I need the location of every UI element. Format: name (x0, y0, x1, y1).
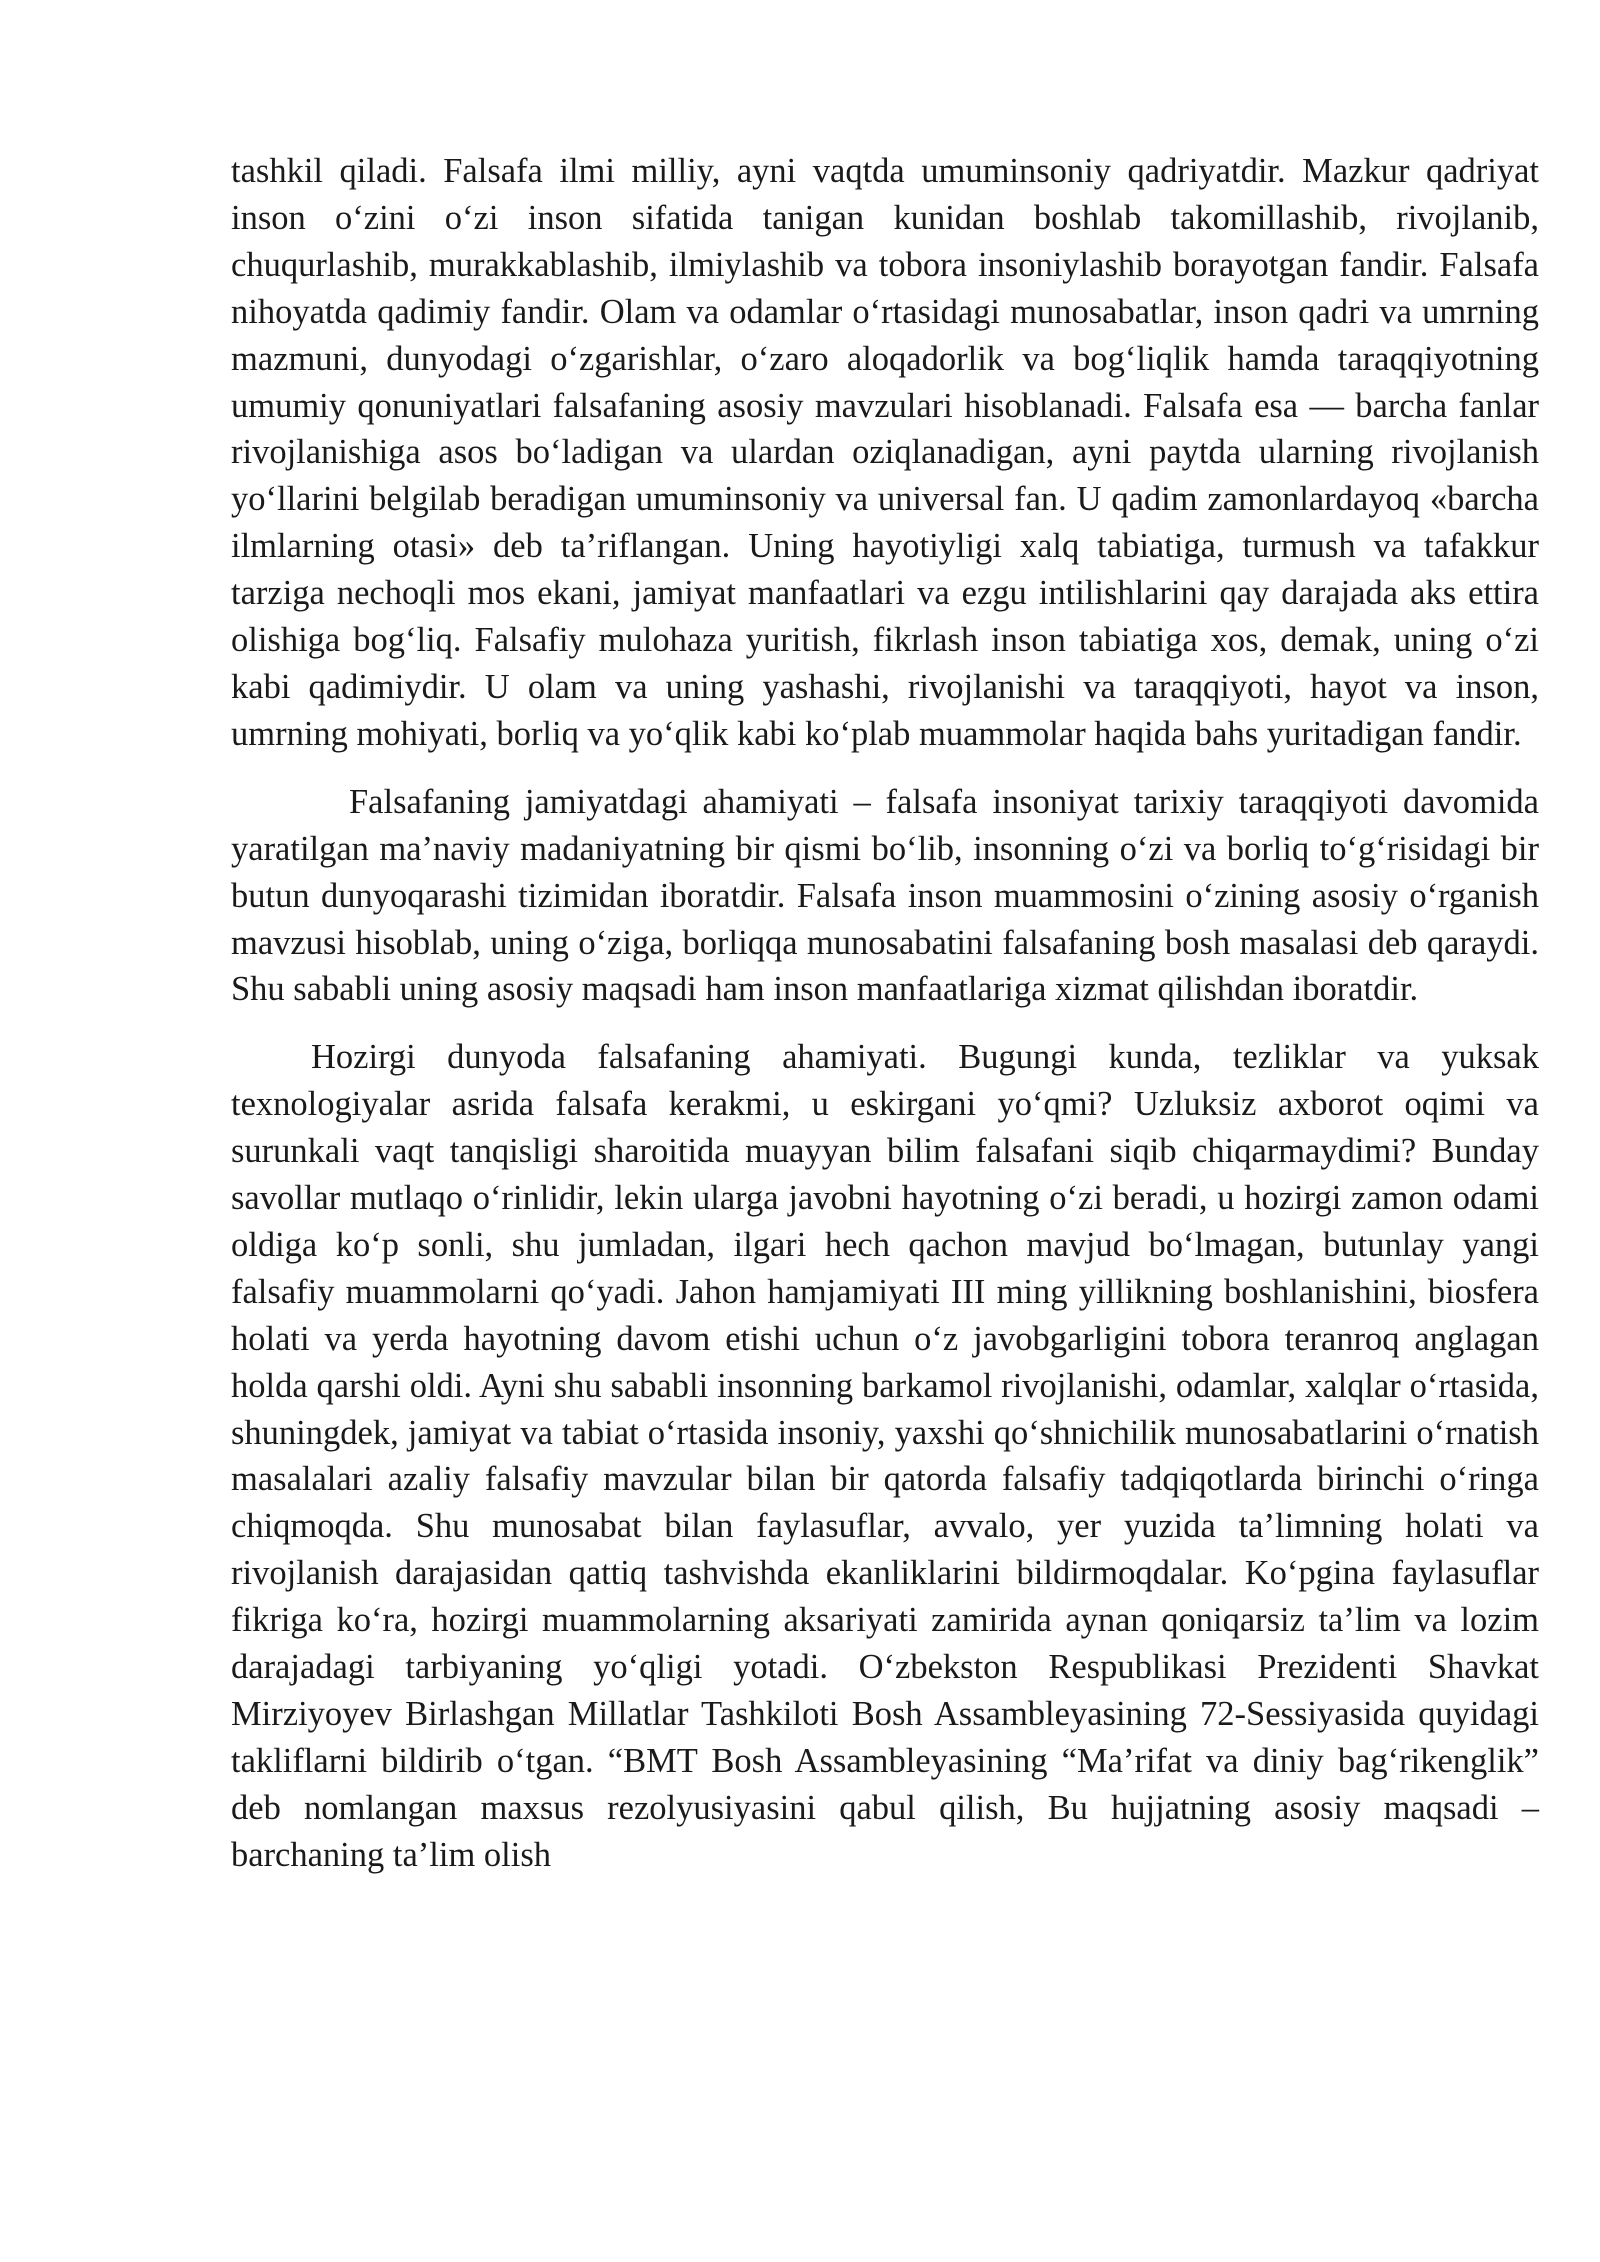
paragraph-3: Hozirgi dunyoda falsafaning ahamiyati. Bugungi kunda, tezliklar va yuksak texnologiyalar asrida falsafa kerakmi, u eskirgani yo‘qmi? Uzluksiz axborot oqimi va surunkali vaqt tanqisligi sharoitida muayyan bilim falsafani siqib chiqarmaydimi? Bunday savollar mutlaqo o‘rinlidir, lekin ularga javobni hayotning o‘zi beradi, u hozirgi zamon odami oldiga ko‘p sonli, shu jumladan, ilgari hech qachon mavjud bo‘lmagan, butunlay yangi falsafiy muammolarni qo‘yadi. Jahon hamjamiyati III ming yillikning boshlanishini, biosfera holati va yerda hayotning davom etishi uchun o‘z javobgarligini tobora teranroq anglagan holda qarshi oldi. Ayni shu sababli insonning barkamol rivojlanishi, odamlar, xalqlar o‘rtasida, shuningdek, jamiyat va tabiat o‘rtasida insoniy, yaxshi qo‘shnichilik munosabatlarini o‘rnatish masalalari azaliy falsafiy mavzular bilan bir qatorda falsafiy tadqiqotlarda birinchi o‘ringa chiqmoqda. Shu munosabat bilan faylasuflar, avvalo, yer yuzida ta’limning holati va rivojlanish darajasidan qattiq tashvishda ekanliklarini bildirmoqdalar. Ko‘pgina faylasuflar fikriga ko‘ra, hozirgi muammolarning aksariyati zamirida aynan qoniqarsiz ta’lim va lozim darajadagi tarbiyaning yo‘qligi yotadi. O‘zbekston Respublikasi Prezidenti Shavkat Mirziyoyev Birlashgan Millatlar Tashkiloti Bosh Assambleyasining 72-Sessiyasida quyidagi takliflarni bildirib o‘tgan. “BMT Bosh Assambleyasining “Ma’rifat va diniy bag‘rikenglik” deb nomlangan maxsus rezolyusiyasini qabul qilish, Bu hujjatning asosiy maqsadi – barchaning ta’lim olish (231, 1038, 1539, 1874)
paragraph-2: Falsafaning jamiyatdagi ahamiyati – falsafa insoniyat tarixiy taraqqiyoti davomida yaratilgan ma’naviy madaniyatning bir qismi bo‘lib, insonning o‘zi va borliq to‘g‘risidagi bir butun dunyoqarashi tizimidan iboratdir. Falsafa inson muammosini o‘zining asosiy o‘rganish mavzusi hisoblab, uning o‘ziga, borliqqa munosabatini falsafaning bosh masalasi deb qaraydi. Shu sababli uning asosiy maqsadi ham inson manfaatlariga xizmat qilishdan iboratdir. (231, 782, 1539, 1009)
paragraph-1: tashkil qiladi. Falsafa ilmi milliy, ayni vaqtda umuminsoniy qadriyatdir. Mazkur qadriyat inson o‘zini o‘zi inson sifatida tanigan kunidan boshlab takomillashib, rivojlanib, chuqurlashib, murakkablashib, ilmiylashib va tobora insoniylashib borayotgan fandir. Falsafa nihoyatda qadimiy fandir. Olam va odamlar o‘rtasidagi munosabatlar, inson qadri va umrning mazmuni, dunyodagi o‘zgarishlar, o‘zaro aloqadorlik va bog‘liqlik hamda taraqqiyotning umumiy qonuniyatlari falsafaning asosiy mavzulari hisoblanadi. Falsafa esa — barcha fanlar rivojlanishiga asos bo‘ladigan va ulardan oziqlanadigan, ayni paytda ularning rivojlanish yo‘llarini belgilab beradigan umuminsoniy va universal fan. U qadim zamonlardayoq «barcha ilmlarning otasi» deb ta’riflangan. Uning hayotiyligi xalq tabiatiga, turmush va tafakkur tarziga nechoqli mos ekani, jamiyat manfaatlari va ezgu intilishlarini qay darajada aks ettira olishiga bog‘liq. Falsafiy mulohaza yuritish, fikrlash inson tabiatiga xos, demak, uning o‘zi kabi qadimiydir. U olam va uning yashashi, rivojlanishi va taraqqiyoti, hayot va inson, umrning mohiyati, borliq va yo‘qlik kabi ko‘plab muammolar haqida bahs yuritadigan fandir. (231, 152, 1539, 753)
document-page (231, 148, 1539, 1900)
